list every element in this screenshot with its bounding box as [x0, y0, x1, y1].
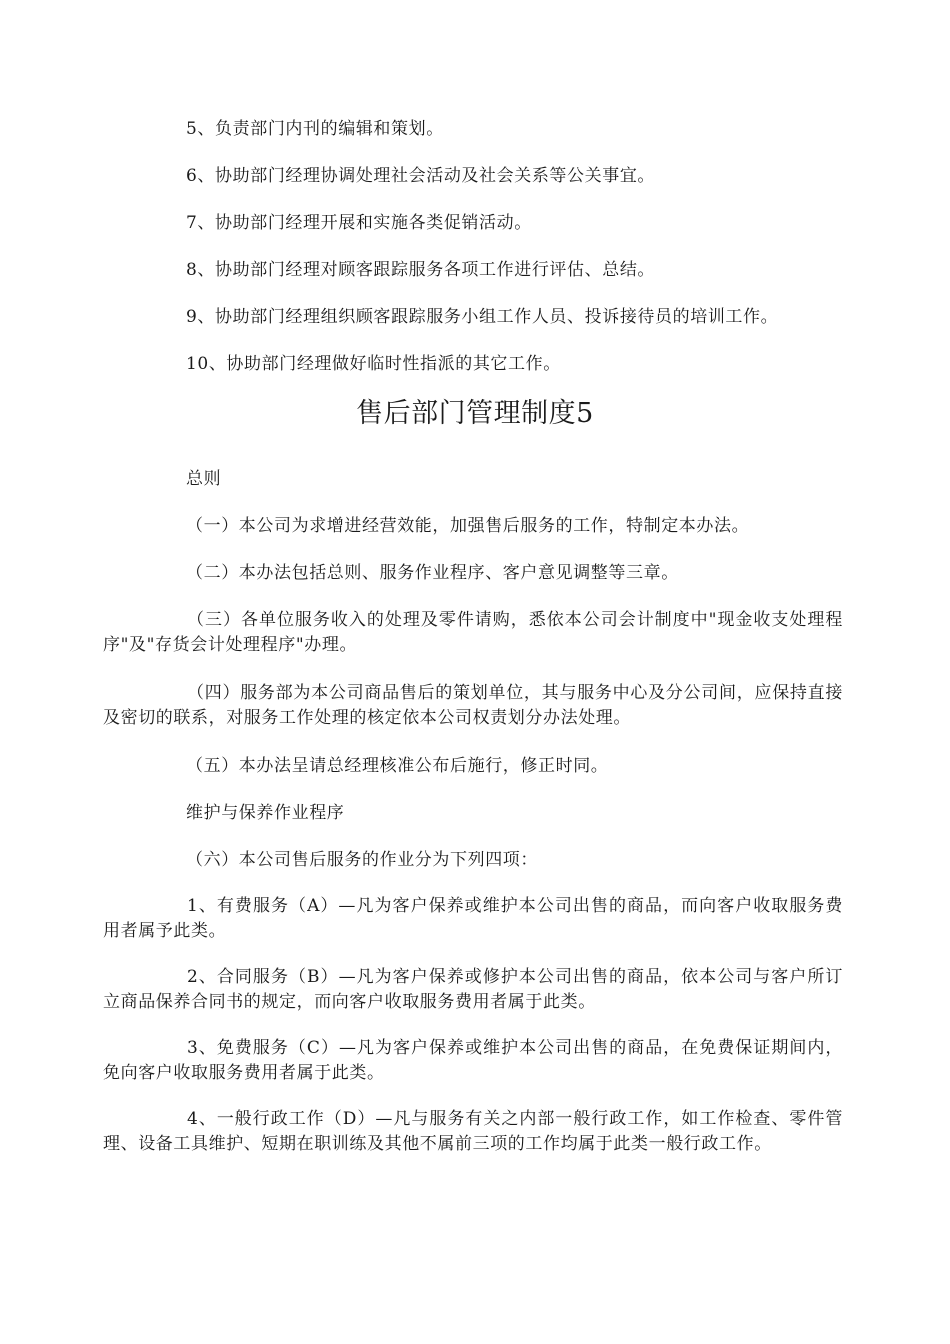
procedure-item: 2、合同服务（B）—凡为客户保养或修护本公司出售的商品，依本公司与客户所订立商品保养合同书的规定，而向客户收取服务费用者属于此类。 [103, 967, 843, 1012]
procedure-item: 3、免费服务（C）—凡为客户保养或维护本公司出售的商品，在免费保证期间内，免向客户收取服务费用者属于此类。 [103, 1038, 843, 1083]
subsection-heading-procedure: 维护与保养作业程序 [186, 803, 345, 823]
clause-item: （四）服务部为本公司商品售后的策划单位，其与服务中心及分公司间，应保持直接及密切的联系，对服务工作处理的核定依本公司权责划分办法处理。 [103, 683, 843, 728]
subsection-heading-general: 总则 [186, 469, 222, 489]
clause-item: （六）本公司售后服务的作业分为下列四项： [186, 850, 538, 870]
list-item: 8、协助部门经理对顾客跟踪服务各项工作进行评估、总结。 [186, 260, 656, 280]
section-title: 售后部门管理制度5 [356, 398, 594, 429]
list-item: 9、协助部门经理组织顾客跟踪服务小组工作人员、投诉接待员的培训工作。 [186, 307, 779, 327]
clause-item: （五）本办法呈请总经理核准公布后施行，修正时同。 [186, 756, 609, 776]
list-item: 10、协助部门经理做好临时性指派的其它工作。 [186, 354, 561, 374]
clause-item: （一）本公司为求增进经营效能，加强售后服务的工作，特制定本办法。 [186, 516, 750, 536]
procedure-item: 1、有费服务（A）—凡为客户保养或维护本公司出售的商品，而向客户收取服务费用者属予此类。 [103, 896, 843, 941]
clause-item: （二）本办法包括总则、服务作业程序、客户意见调整等三章。 [186, 563, 679, 583]
procedure-item: 4、一般行政工作（D）—凡与服务有关之内部一般行政工作，如工作检查、零件管理、设备工具维护、短期在职训练及其他不属前三项的工作均属于此类一般行政工作。 [103, 1109, 843, 1154]
list-item: 6、协助部门经理协调处理社会活动及社会关系等公关事宜。 [186, 166, 656, 186]
clause-item: （三）各单位服务收入的处理及零件请购，悉依本公司会计制度中"现金收支处理程序"及"存货会计处理程序"办理。 [103, 610, 843, 655]
list-item: 7、协助部门经理开展和实施各类促销活动。 [186, 213, 532, 233]
list-item: 5、负责部门内刊的编辑和策划。 [186, 119, 444, 139]
